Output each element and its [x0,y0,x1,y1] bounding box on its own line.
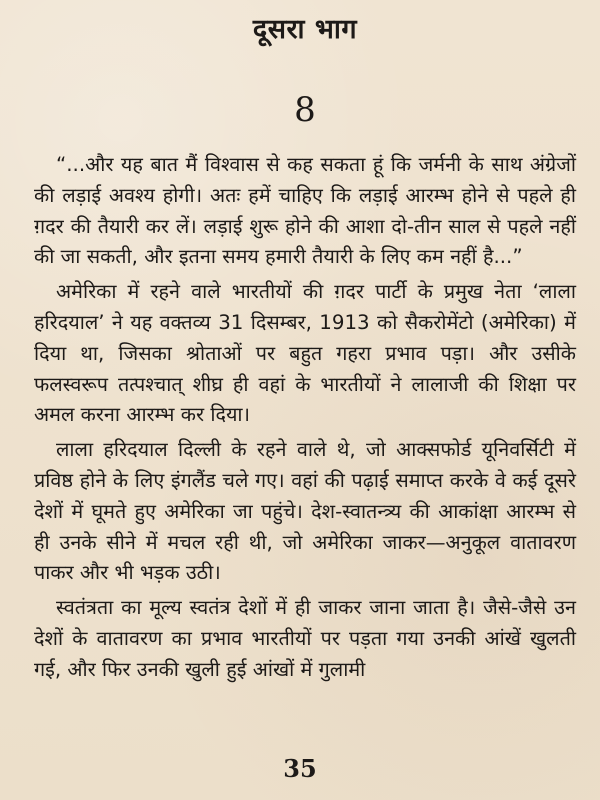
paragraph-biography: लाला हरिदयाल दिल्ली के रहने वाले थे, जो आक्सफोर्ड यूनिवर्सिटी में प्रविष्ठ होने के लिए इंगलैंड चले गए। वहां की पढ़ाई समाप्त करके वे कई दूसरे देशों में घूमते हुए अमेरिका जा पहुंचे। देश-स्वातन्त्र्य की आकांक्षा आरम्भ से ही उनके सीने में मचल रही थी, जो अमेरिका जाकर—अनुकूल वातावरण पाकर और भी भड़क उठी। [34,438,576,585]
page-body [34,150,576,686]
chapter-number: 8 [294,90,316,130]
paragraph-context: अमेरिका में रहने वाले भारतीयों की ग़दर पार्टी के प्रमुख नेता ‘लाला हरिदयाल’ ने यह वक्तव्य 31 दिसम्बर, 1913 को सैकरोमेंटो (अमेरिका) में दिया था, जिसका श्रोताओं पर बहुत गहरा प्रभाव पड़ा। और उसीके फलस्वरूप तत्पश्चात् शीघ्र ही वहां के भारतीयों ने लालाजी की शिक्षा पर अमल करना आरम्भ कर दिया। [34,280,576,427]
paragraph-freedom: स्वतंत्रता का मूल्य स्वतंत्र देशों में ही जाकर जाना जाता है। जैसे-जैसे उन देशों के वातावरण का प्रभाव भारतीयों पर पड़ता गया उनकी आंखें खुलती गई, और फिर उनकी खुली हुई आंखों में गुलामी [34,596,576,681]
page-number: 35 [283,754,317,783]
part-heading: दूसरा भाग [252,14,358,45]
paragraph-quote: “...और यह बात मैं विश्वास से कह सकता हूं कि जर्मनी के साथ अंग्रेजों की लड़ाई अवश्य होगी। अतः हमें चाहिए कि लड़ाई आरम्भ होने से पहले ही ग़दर की तैयारी कर लें। लड़ाई शुरू होने की आशा दो-तीन साल से पहले नहीं की जा सकती, और इतना समय हमारी तैयारी के लिए कम नहीं है...” [34,153,576,269]
